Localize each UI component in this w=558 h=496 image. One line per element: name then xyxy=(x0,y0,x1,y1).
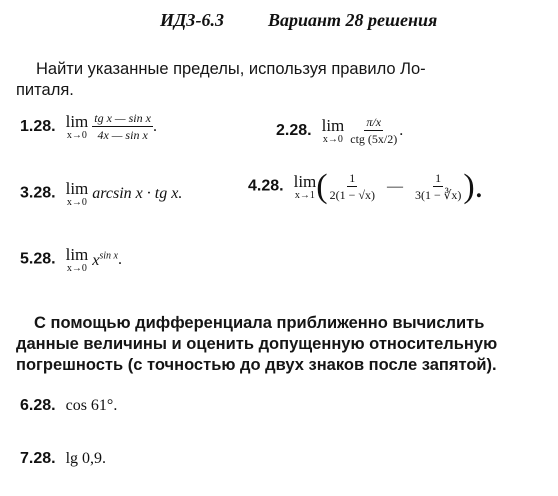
minus-sign: — xyxy=(386,178,403,195)
problem-number: 4.28. xyxy=(248,177,284,195)
fraction xyxy=(348,116,399,146)
section1-line2: питаля. xyxy=(16,81,74,99)
numerator: π/x xyxy=(364,116,383,131)
fraction xyxy=(92,112,153,142)
section2-line1: С помощью дифференциала приближенно вычислить xyxy=(34,314,485,332)
expression: $x^{sin x}$ xyxy=(92,250,118,269)
expression: lg 0,9. xyxy=(65,450,107,468)
variant-label: Вариант 28 решения xyxy=(268,10,438,30)
exponent: sin x xyxy=(99,250,118,262)
problem-3 xyxy=(20,180,182,208)
section1-line1: Найти указанные пределы, используя правило Ло- xyxy=(36,60,426,78)
open-paren: ( xyxy=(316,168,328,205)
limit-operator: lim x→0 xyxy=(65,112,89,142)
numerator: tg x — sin x xyxy=(92,112,153,127)
problem-number: 5.28. xyxy=(20,250,56,268)
problem-4 xyxy=(248,170,483,204)
problem-1 xyxy=(20,112,157,142)
close-paren: ). xyxy=(463,168,484,205)
doc-title: ИДЗ-6.3 xyxy=(160,10,224,30)
section2-line3: погрешность (с точностью до двух знаков после запятой). xyxy=(16,356,497,374)
denominator: 4x — sin x xyxy=(97,128,148,143)
fraction-1: $\frac{1}{2(1 - √x)}$ xyxy=(329,170,375,202)
section2-line2: данные величины и оценить допущенную относительную xyxy=(16,335,498,353)
fraction-2: $\frac{1}{3(1 - ∛x)}$ xyxy=(414,170,462,202)
problem-number: 7.28. xyxy=(20,450,56,467)
problem-6 xyxy=(20,397,117,415)
expression: cos 61°. xyxy=(65,397,118,415)
problem-7 xyxy=(20,450,106,468)
problem-number: 6.28. xyxy=(20,397,56,414)
problem-2 xyxy=(276,116,403,146)
problem-number: 2.28. xyxy=(276,121,312,139)
problem-number: 1.28. xyxy=(20,117,56,135)
limit-operator: lim x→0 xyxy=(65,245,89,274)
tail: . xyxy=(399,122,404,140)
expression: arcsin x · tg x. xyxy=(92,185,183,202)
problem-number: 3.28. xyxy=(20,184,56,202)
limit-operator: lim x→0 xyxy=(65,179,89,208)
tail: . xyxy=(152,118,157,136)
limit-operator: lim x→0 xyxy=(321,116,345,146)
problem-5: 5.28. lim x→0 $x^{sin x}$. xyxy=(20,245,122,274)
limit-operator: lim x→1 xyxy=(293,172,317,201)
denominator: ctg (5x/2) xyxy=(350,132,398,147)
